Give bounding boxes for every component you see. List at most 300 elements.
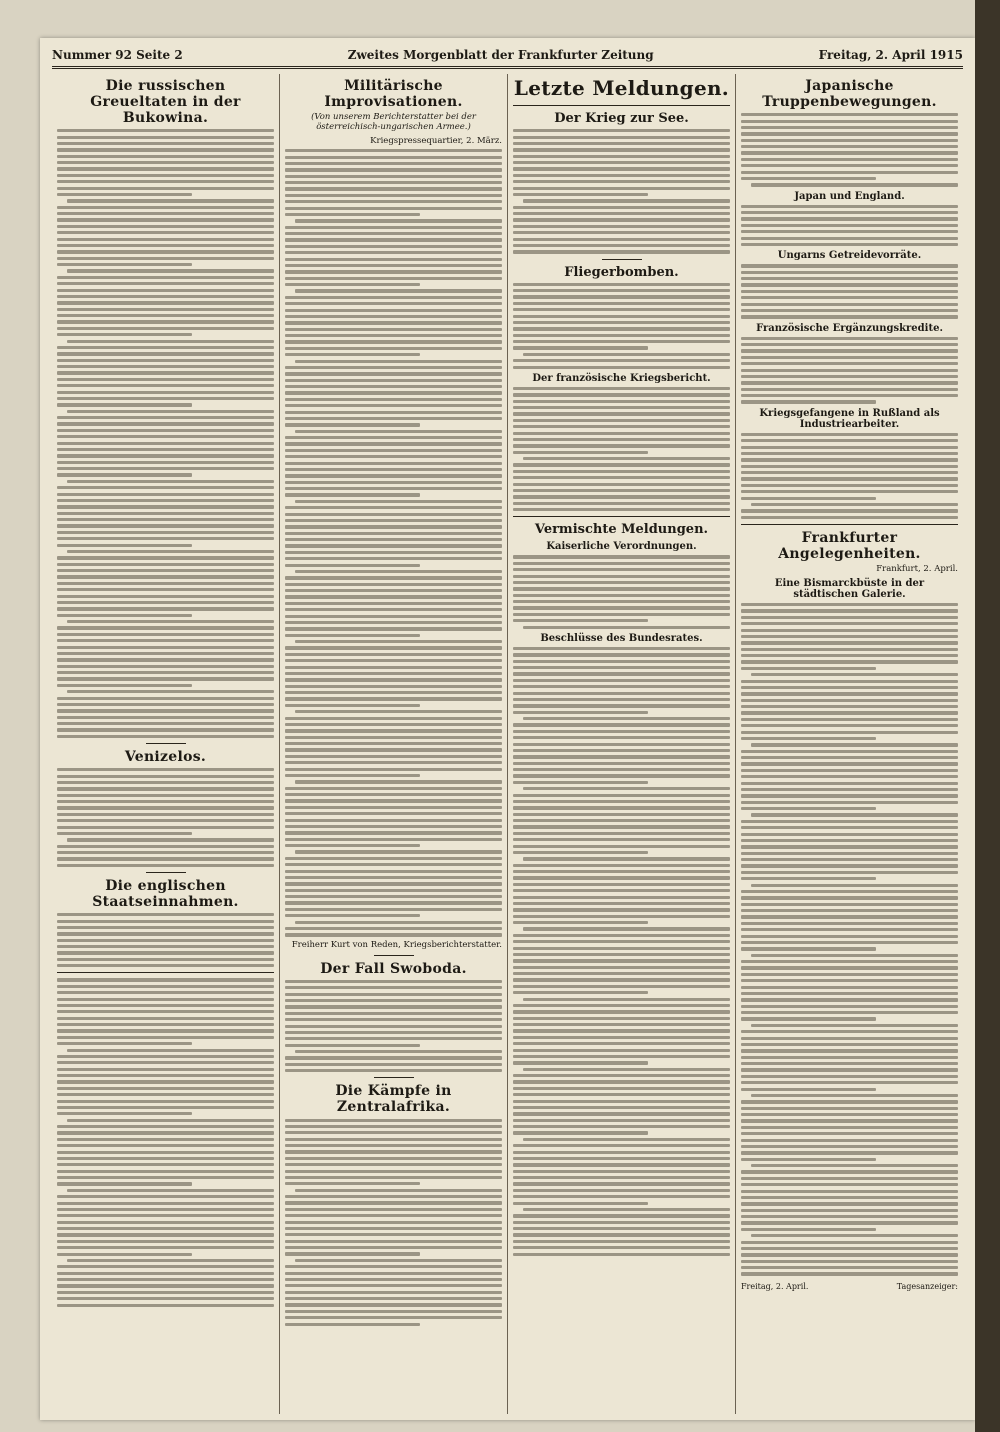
text-line — [513, 1055, 730, 1058]
text-line — [741, 1145, 958, 1148]
text-line — [751, 1234, 958, 1237]
article-fliegerbomben — [513, 265, 730, 512]
text-line — [57, 505, 274, 508]
text-line — [741, 164, 958, 167]
text-line — [295, 430, 502, 433]
text-line — [285, 1323, 420, 1326]
text-line — [285, 232, 502, 235]
text-line — [285, 493, 420, 496]
article-body — [285, 980, 502, 1072]
text-line — [57, 1202, 274, 1205]
text-line — [285, 646, 502, 649]
text-line — [741, 1037, 958, 1040]
text-line — [285, 302, 502, 305]
text-line — [285, 761, 502, 764]
text-line — [741, 1170, 958, 1173]
text-line — [513, 653, 730, 656]
text-line — [741, 960, 958, 963]
text-line — [285, 156, 502, 159]
text-line — [57, 601, 274, 604]
text-line — [57, 1004, 274, 1007]
text-line — [57, 768, 274, 771]
text-line — [741, 400, 876, 403]
article-body — [57, 913, 274, 967]
text-line — [285, 423, 420, 426]
text-line — [513, 762, 730, 765]
text-line — [741, 737, 876, 740]
text-line — [513, 991, 648, 994]
text-line — [513, 148, 730, 151]
separator — [513, 105, 730, 106]
text-line — [285, 1303, 502, 1306]
text-line — [285, 621, 502, 624]
separator — [146, 743, 186, 744]
text-line — [285, 1265, 502, 1268]
text-line — [741, 794, 958, 797]
text-line — [741, 928, 958, 931]
text-line — [57, 607, 274, 610]
text-line — [285, 372, 502, 375]
text-line — [513, 483, 730, 486]
text-line — [57, 442, 274, 445]
text-line — [741, 922, 958, 925]
text-line — [57, 1093, 274, 1096]
text-line — [57, 626, 274, 629]
text-line — [295, 710, 502, 713]
text-line — [741, 635, 958, 638]
text-line — [741, 509, 958, 512]
text-line — [57, 913, 274, 916]
text-line — [741, 1113, 958, 1116]
text-line — [57, 1017, 274, 1020]
text-line — [67, 838, 274, 841]
separator — [374, 955, 414, 956]
text-line — [741, 516, 958, 519]
text-line — [57, 544, 192, 547]
text-line — [741, 1062, 958, 1065]
text-line — [513, 1010, 730, 1013]
column-3 — [508, 74, 736, 1414]
text-line — [57, 671, 274, 674]
text-line — [741, 947, 876, 950]
text-line — [513, 679, 730, 682]
text-line — [285, 678, 502, 681]
text-line — [285, 187, 502, 190]
text-line — [57, 1291, 274, 1294]
text-line — [57, 958, 274, 961]
text-line — [741, 158, 958, 161]
text-line — [57, 978, 274, 981]
text-line — [57, 486, 274, 489]
text-line — [741, 271, 958, 274]
text-line — [295, 640, 502, 643]
text-line — [57, 703, 274, 706]
text-line — [57, 991, 274, 994]
separator — [146, 872, 186, 873]
text-line — [513, 806, 730, 809]
text-line — [57, 639, 274, 642]
text-line — [57, 225, 274, 228]
text-line — [513, 723, 730, 726]
text-line — [513, 346, 648, 349]
text-line — [285, 532, 502, 535]
masthead-rule — [52, 68, 963, 69]
text-line — [285, 927, 502, 930]
text-line — [285, 321, 502, 324]
text-line — [57, 1182, 192, 1185]
text-line — [741, 877, 876, 880]
text-line — [513, 870, 730, 873]
text-line — [513, 864, 730, 867]
text-line — [285, 901, 502, 904]
text-line — [741, 648, 958, 651]
article-heading: Die englischen Staatseinnahmen. — [92, 878, 239, 910]
text-line — [513, 1061, 648, 1064]
text-line — [741, 1126, 958, 1129]
text-line — [295, 1189, 502, 1192]
text-line — [285, 557, 502, 560]
text-line — [741, 839, 958, 842]
text-line — [67, 1189, 274, 1192]
text-line — [285, 748, 502, 751]
text-line — [57, 1144, 274, 1147]
article-body — [285, 1119, 502, 1326]
text-line — [57, 359, 274, 362]
text-line — [57, 384, 274, 387]
text-line — [741, 477, 958, 480]
text-line — [513, 876, 730, 879]
text-line — [285, 1044, 420, 1047]
text-line — [57, 951, 274, 954]
text-line — [523, 927, 730, 930]
text-line — [741, 616, 958, 619]
text-line — [523, 199, 730, 202]
text-line — [513, 1163, 730, 1166]
text-line — [741, 762, 958, 765]
text-line — [285, 168, 502, 171]
text-line — [741, 1177, 958, 1180]
text-line — [513, 711, 648, 714]
text-line — [285, 544, 502, 547]
text-line — [513, 129, 730, 132]
text-line — [741, 801, 958, 804]
text-line — [741, 775, 958, 778]
text-line — [285, 999, 502, 1002]
text-line — [67, 269, 274, 272]
text-line — [57, 614, 192, 617]
text-line — [741, 132, 958, 135]
text-line — [57, 282, 274, 285]
text-line — [57, 864, 274, 867]
text-line — [57, 1010, 274, 1013]
text-line — [513, 327, 730, 330]
text-line — [285, 1201, 502, 1204]
text-line — [513, 470, 730, 473]
text-line — [57, 716, 274, 719]
text-line — [285, 838, 502, 841]
text-line — [513, 1202, 648, 1205]
text-line — [513, 406, 730, 409]
text-line — [741, 177, 876, 180]
text-line — [57, 142, 274, 145]
article-improvisationen — [285, 78, 502, 950]
text-line — [513, 845, 730, 848]
text-line — [741, 171, 958, 174]
text-line — [57, 537, 274, 540]
text-line — [741, 264, 958, 267]
text-line — [741, 890, 958, 893]
text-line — [57, 301, 274, 304]
text-line — [285, 347, 502, 350]
text-line — [57, 512, 274, 515]
text-line — [285, 404, 502, 407]
text-line — [741, 1017, 876, 1020]
text-line — [513, 1106, 730, 1109]
text-line — [285, 1227, 502, 1230]
text-line — [513, 1074, 730, 1077]
text-line — [295, 570, 502, 573]
text-line — [285, 328, 502, 331]
text-line — [285, 870, 502, 873]
article-dateline: Kriegspressequartier, 2. März. — [370, 136, 502, 146]
text-line — [57, 448, 274, 451]
text-line — [513, 978, 730, 981]
text-line — [741, 603, 958, 606]
text-line — [57, 1208, 274, 1211]
text-line — [741, 1209, 958, 1212]
text-line — [57, 352, 274, 355]
text-line — [285, 704, 420, 707]
text-line — [513, 1049, 730, 1052]
text-line — [741, 1011, 958, 1014]
text-line — [57, 569, 274, 572]
text-line — [741, 237, 958, 240]
text-line — [741, 1049, 958, 1052]
text-line — [513, 692, 730, 695]
text-line — [741, 858, 958, 861]
text-line — [57, 813, 274, 816]
text-line — [741, 622, 958, 625]
text-line — [285, 506, 502, 509]
text-line — [513, 142, 730, 145]
text-line — [513, 308, 730, 311]
text-line — [741, 1081, 958, 1084]
text-line — [285, 449, 502, 452]
text-line — [741, 362, 958, 365]
text-line — [513, 340, 730, 343]
text-line — [741, 1100, 958, 1103]
text-line — [741, 1107, 958, 1110]
text-line — [513, 400, 730, 403]
text-line — [513, 1023, 730, 1026]
text-line — [513, 959, 730, 962]
text-line — [67, 340, 274, 343]
text-line — [741, 343, 958, 346]
text-line — [285, 1182, 420, 1185]
text-line — [57, 998, 274, 1001]
text-line — [57, 1029, 274, 1032]
text-line — [57, 257, 274, 260]
footer-label: Tagesanzeiger: — [896, 1281, 958, 1291]
article-body — [513, 129, 730, 253]
text-line — [57, 697, 274, 700]
text-line — [741, 277, 958, 280]
text-line — [741, 979, 958, 982]
text-line — [57, 244, 274, 247]
text-line — [741, 1139, 958, 1142]
text-line — [57, 524, 274, 527]
text-line — [741, 145, 958, 148]
text-line — [57, 1265, 274, 1268]
text-line — [57, 735, 274, 738]
text-line — [513, 244, 730, 247]
text-line — [513, 1080, 730, 1083]
text-line — [741, 296, 958, 299]
article-vermischte — [513, 522, 730, 1256]
text-line — [285, 353, 420, 356]
text-line — [285, 474, 502, 477]
article-body — [57, 768, 274, 867]
text-line — [57, 1176, 274, 1179]
text-line — [513, 1233, 730, 1236]
column-2 — [280, 74, 508, 1414]
text-line — [741, 986, 958, 989]
footer-date: Freitag, 2. April. — [741, 1281, 809, 1291]
article-heading: Vermischte Meldungen. — [534, 522, 709, 538]
section-heading: Letzte Meldungen. — [513, 76, 730, 100]
article-body — [741, 113, 958, 186]
text-line — [513, 575, 730, 578]
footer — [741, 1282, 958, 1291]
text-line — [741, 896, 958, 899]
text-line — [513, 743, 730, 746]
article-subheading: Kriegsgefangene in Rußland als Industriearbeiter. — [759, 407, 940, 430]
text-line — [57, 595, 274, 598]
text-line — [57, 857, 274, 860]
text-line — [741, 1043, 958, 1046]
text-line — [295, 500, 502, 503]
text-line — [513, 768, 730, 771]
text-line — [57, 1080, 274, 1083]
text-line — [741, 1247, 958, 1250]
text-line — [57, 193, 192, 196]
text-line — [57, 180, 274, 183]
text-line — [513, 606, 730, 609]
text-line — [285, 787, 502, 790]
text-line — [523, 1138, 730, 1141]
text-line — [57, 787, 274, 790]
text-line — [741, 871, 958, 874]
text-line — [741, 1272, 958, 1275]
article-body — [57, 129, 274, 738]
text-line — [57, 1284, 274, 1287]
text-line — [57, 932, 274, 935]
text-line — [513, 476, 730, 479]
text-line — [285, 1278, 502, 1281]
text-line — [285, 806, 502, 809]
text-line — [285, 194, 502, 197]
text-line — [285, 980, 502, 983]
text-line — [513, 302, 730, 305]
text-line — [57, 1272, 274, 1275]
text-line — [285, 525, 502, 528]
text-line — [513, 334, 730, 337]
text-line — [285, 1150, 502, 1153]
text-line — [513, 1087, 730, 1090]
text-line — [57, 964, 274, 967]
text-line — [57, 346, 274, 349]
text-line — [513, 819, 730, 822]
text-line — [513, 180, 730, 183]
text-line — [741, 756, 958, 759]
text-line — [57, 556, 274, 559]
text-line — [741, 864, 958, 867]
text-line — [57, 1131, 274, 1134]
text-line — [285, 334, 502, 337]
text-line — [285, 1240, 502, 1243]
text-line — [57, 320, 274, 323]
text-line — [513, 568, 730, 571]
text-line — [57, 148, 274, 151]
text-line — [57, 333, 192, 336]
text-line — [57, 1157, 274, 1160]
text-line — [57, 1170, 274, 1173]
text-line — [513, 736, 730, 739]
text-line — [285, 379, 502, 382]
text-line — [57, 231, 274, 234]
text-line — [741, 724, 958, 727]
text-line — [513, 283, 730, 286]
text-line — [741, 283, 958, 286]
text-line — [513, 825, 730, 828]
text-line — [285, 1284, 502, 1287]
text-line — [57, 531, 274, 534]
text-line — [285, 793, 502, 796]
text-line — [285, 258, 502, 261]
text-line — [741, 852, 958, 855]
text-line — [513, 387, 730, 390]
section-heading: Frankfurter Angelegenheiten. — [778, 529, 921, 562]
text-line — [513, 1036, 730, 1039]
text-line — [751, 1164, 958, 1167]
text-line — [57, 1036, 274, 1039]
text-line — [513, 295, 730, 298]
text-line — [513, 174, 730, 177]
text-line — [57, 1055, 274, 1058]
article-subheading: Ungarns Getreidevorräte. — [777, 250, 922, 262]
text-line — [57, 722, 274, 725]
article-dateline: Frankfurt, 2. April. — [876, 563, 958, 574]
text-line — [513, 136, 730, 139]
text-line — [513, 915, 730, 918]
text-line — [57, 1112, 192, 1115]
text-line — [741, 705, 958, 708]
text-line — [285, 264, 502, 267]
text-line — [741, 465, 958, 468]
text-line — [741, 1241, 958, 1244]
text-line — [741, 1183, 958, 1186]
text-line — [57, 518, 274, 521]
text-line — [741, 692, 958, 695]
masthead — [52, 44, 963, 67]
text-line — [285, 627, 502, 630]
article-body — [741, 264, 958, 318]
text-line — [285, 691, 502, 694]
text-line — [513, 685, 730, 688]
text-line — [751, 1094, 958, 1097]
text-line — [513, 206, 730, 209]
text-line — [67, 1119, 274, 1122]
